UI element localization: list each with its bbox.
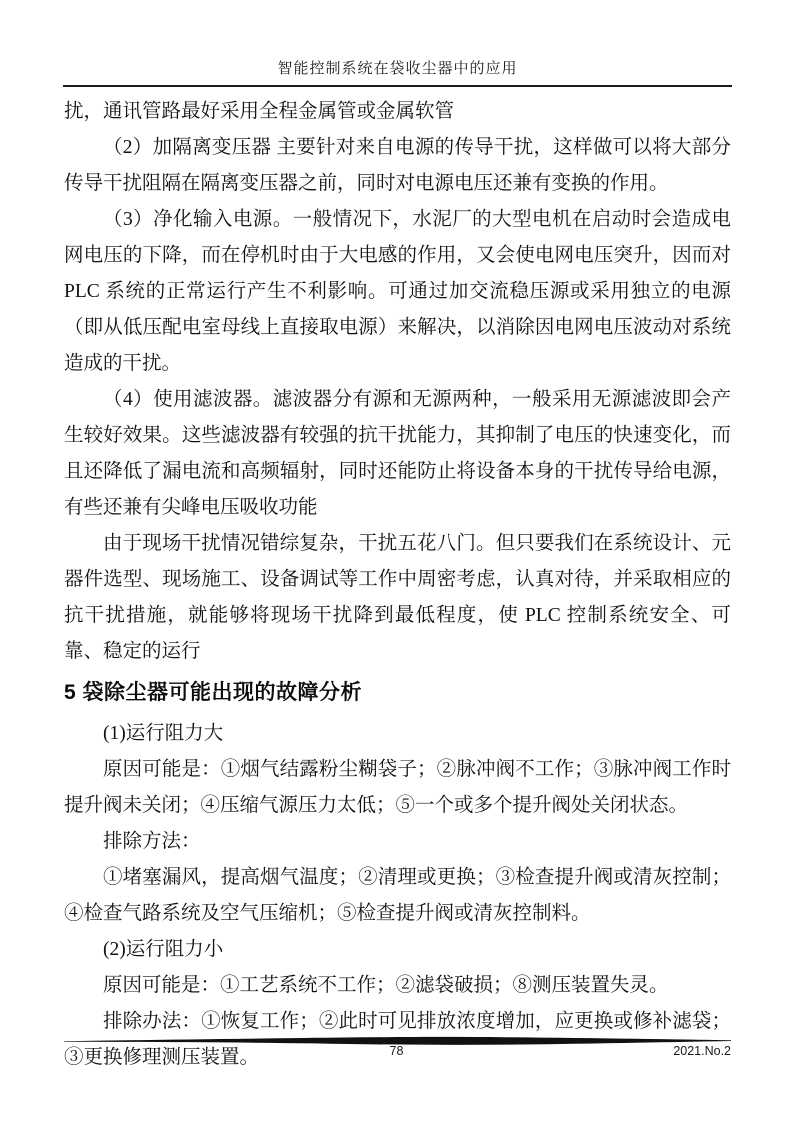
paragraph: (1)运行阻力大	[103, 723, 224, 744]
paragraph: （4）使用滤波器。滤波器分有源和无源两种，一般采用无源滤波即会产生较好效果。这些滤波器有较强的抗干扰能力，其抑制了电压的快速变化，而且还降低了漏电流和高频辐射，同时还能防止将设备本身的干扰传导给电源，有些还兼有尖峰电压吸收功能	[64, 389, 731, 518]
header-rule	[63, 85, 732, 87]
running-header-title: 智能控制系统在袋收尘器中的应用	[277, 61, 518, 77]
footer-decorative-line	[64, 1033, 731, 1043]
paragraph: （3）净化输入电源。一般情况下，水泥厂的大型电机在启动时会造成电网电压的下降，而在停机时由于大电感的作用，又会使电网电压突升，因而对 PLC 系统的正常运行产生不利影响。可通过加交流稳压源或采用独立的电源（即从低压配电室母线上直接取电源）来解决，以消除因电网电压波动对系统造成的干扰。	[64, 209, 731, 374]
paragraph: 排除办法：①恢复工作；②此时可见排放浓度增加，应更换或修补滤袋；③更换修理测压装置。	[64, 1011, 731, 1068]
page-body	[64, 94, 731, 1076]
issue-number: 2021.No.2	[673, 1044, 731, 1058]
paragraph: 由于现场干扰情况错综复杂，干扰五花八门。但只要我们在系统设计、元器件选型、现场施工、设备调试等工作中周密考虑，认真对待，并采取相应的抗干扰措施，就能够将现场干扰降到最低程度，使 PLC 控制系统安全、可靠、稳定的运行	[64, 533, 731, 662]
paragraph: （2）加隔离变压器 主要针对来自电源的传导干扰，这样做可以将大部分传导干扰阻隔在隔离变压器之前，同时对电源电压还兼有变换的作用。	[64, 137, 731, 194]
paragraph: 排除方法：	[103, 831, 201, 852]
section-heading: 5 袋除尘器可能出现的故障分析	[64, 681, 363, 704]
paragraph: (2)运行阻力小	[103, 939, 224, 960]
paragraph: ①堵塞漏风，提高烟气温度；②清理或更换；③检查提升阀或清灰控制；④检查气路系统及空气压缩机；⑤检查提升阀或清灰控制料。	[64, 867, 731, 924]
paragraph: 原因可能是：①工艺系统不工作；②滤袋破损；⑧测压装置失灵。	[103, 975, 669, 996]
paragraph: 原因可能是：①烟气结露粉尘糊袋子；②脉冲阀不工作；③脉冲阀工作时提升阀未关闭；④压缩气源压力太低；⑤一个或多个提升阀处关闭状态。	[64, 759, 731, 816]
paragraph-continued: 扰，通讯管路最好采用全程金属管或金属软管	[64, 101, 455, 122]
page-number: 78	[389, 1044, 404, 1058]
